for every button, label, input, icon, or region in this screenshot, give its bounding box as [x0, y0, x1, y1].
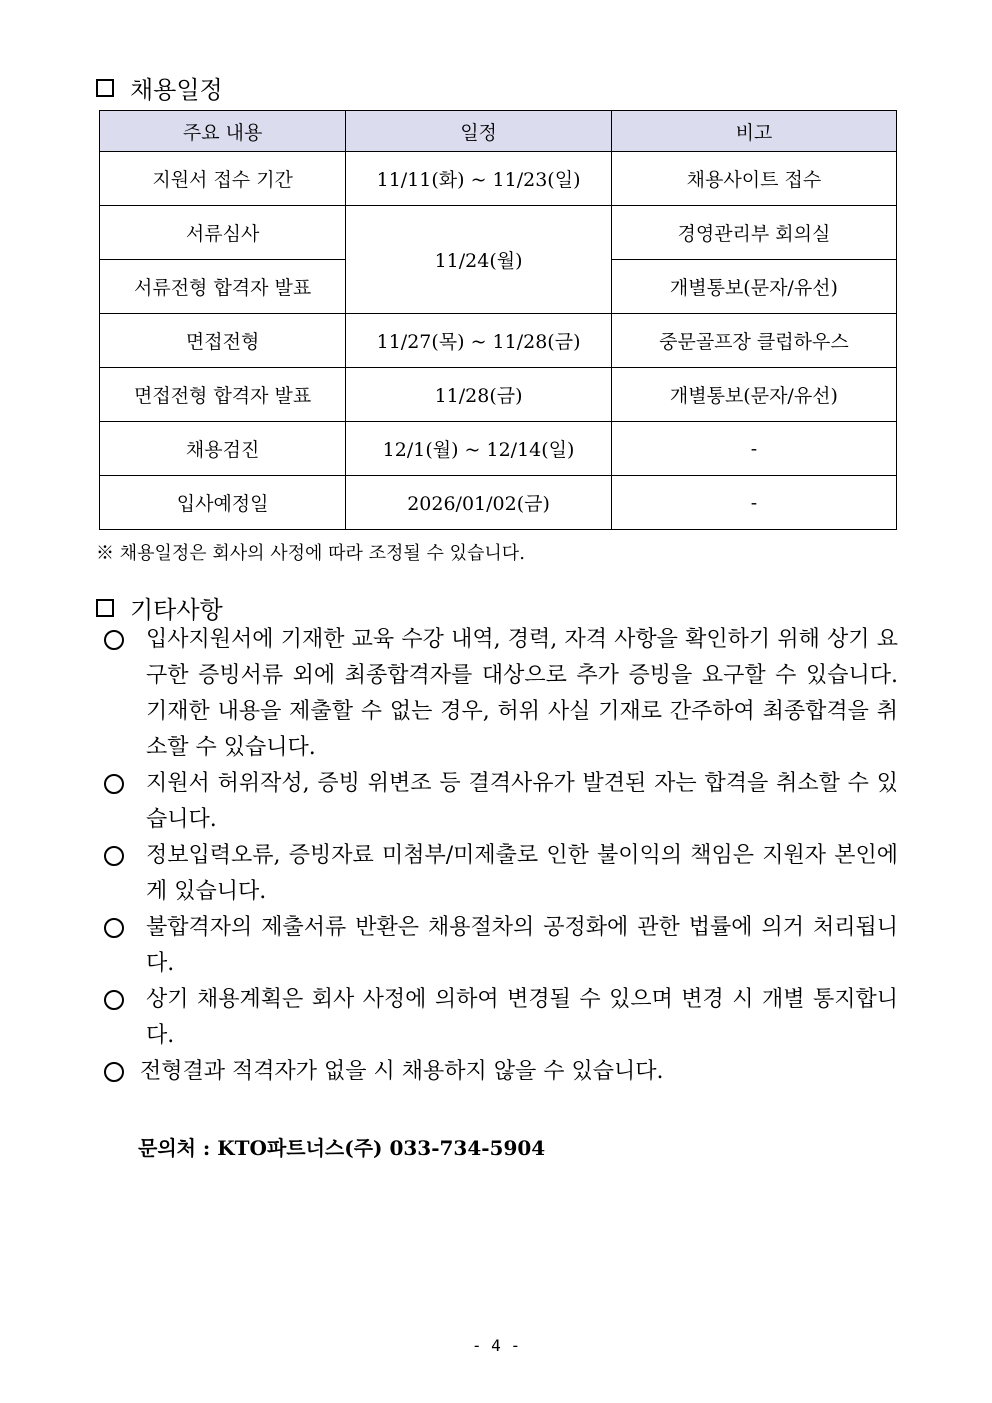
circle-bullet-icon: [104, 846, 124, 866]
section-title-text: 기타사항: [130, 596, 223, 624]
table-cell: 면접전형: [100, 314, 346, 368]
table-cell: 채용검진: [100, 422, 346, 476]
list-item-text: 상기 채용계획은 회사 사정에 의하여 변경될 수 있으며 변경 시 개별 통지합니다.: [146, 987, 898, 1048]
list-item: [104, 910, 898, 982]
schedule-table: [99, 110, 897, 530]
page-number: - 4 -: [471, 1336, 521, 1355]
list-item: [104, 1054, 898, 1090]
list-item-text: 지원서 허위작성, 증빙 위변조 등 결격사유가 발견된 자는 합격을 취소할 수 있습니다.: [146, 771, 898, 832]
circle-bullet-icon: [104, 918, 124, 938]
table-cell: 2026/01/02(금): [346, 476, 612, 530]
table-row: [100, 206, 897, 260]
table-header-row: [100, 111, 897, 152]
checkbox-square-icon: [96, 79, 114, 97]
table-cell: 입사예정일: [100, 476, 346, 530]
table-cell: 서류전형 합격자 발표: [100, 260, 346, 314]
table-row: [100, 422, 897, 476]
header-cell: 비고: [611, 111, 896, 152]
table-cell: 개별통보(문자/유선): [611, 260, 896, 314]
table-cell: 경영관리부 회의실: [611, 206, 896, 260]
checkbox-square-icon: [96, 599, 114, 617]
list-item: [104, 766, 898, 838]
header-cell: 주요 내용: [100, 111, 346, 152]
list-item: [104, 838, 898, 910]
contact-info: 문의처 : KTO파트너스(주) 033-734-5904: [138, 1136, 546, 1160]
table-cell: 면접전형 합격자 발표: [100, 368, 346, 422]
circle-bullet-icon: [104, 630, 124, 650]
circle-bullet-icon: [104, 990, 124, 1010]
table-cell: 12/1(월) ~ 12/14(일): [346, 422, 612, 476]
table-cell: 서류심사: [100, 206, 346, 260]
table-cell: 11/11(화) ~ 11/23(일): [346, 152, 612, 206]
section-title-other: [96, 590, 223, 625]
header-cell: 일정: [346, 111, 612, 152]
list-item-text: 입사지원서에 기재한 교육 수강 내역, 경력, 자격 사항을 확인하기 위해 상기 요구한 증빙서류 외에 최종합격자를 대상으로 추가 증빙을 요구할 수 있습니다. 기재한 내용을 제출할 수 없는 경우, 허위 사실 기재로 간주하여 최종합격을 취소할 수 있습니다.: [146, 627, 898, 760]
table-cell: 11/27(목) ~ 11/28(금): [346, 314, 612, 368]
list-item: [104, 622, 898, 766]
list-item-text: 불합격자의 제출서류 반환은 채용절차의 공정화에 관한 법률에 의거 처리됩니다.: [146, 915, 898, 976]
table-cell: 지원서 접수 기간: [100, 152, 346, 206]
section-title-schedule: [96, 70, 223, 105]
circle-bullet-icon: [104, 1062, 124, 1082]
table-cell: 개별통보(문자/유선): [611, 368, 896, 422]
list-item-text: 정보입력오류, 증빙자료 미첨부/미제출로 인한 불이익의 책임은 지원자 본인에게 있습니다.: [146, 843, 898, 904]
circle-bullet-icon: [104, 774, 124, 794]
table-row: [100, 152, 897, 206]
table-row: [100, 368, 897, 422]
table-cell: 채용사이트 접수: [611, 152, 896, 206]
table-cell-merged: 11/24(월): [346, 206, 612, 314]
list-item: [104, 982, 898, 1054]
list-item-text: 전형결과 적격자가 없을 시 채용하지 않을 수 있습니다.: [140, 1059, 664, 1084]
table-cell: -: [611, 422, 896, 476]
schedule-note: ※ 채용일정은 회사의 사정에 따라 조정될 수 있습니다.: [96, 543, 525, 564]
section-title-text: 채용일정: [130, 76, 223, 104]
table-cell: 중문골프장 클럽하우스: [611, 314, 896, 368]
notice-list: [104, 622, 898, 1090]
table-cell: -: [611, 476, 896, 530]
table-cell: 11/28(금): [346, 368, 612, 422]
table-row: [100, 314, 897, 368]
table-row: [100, 476, 897, 530]
